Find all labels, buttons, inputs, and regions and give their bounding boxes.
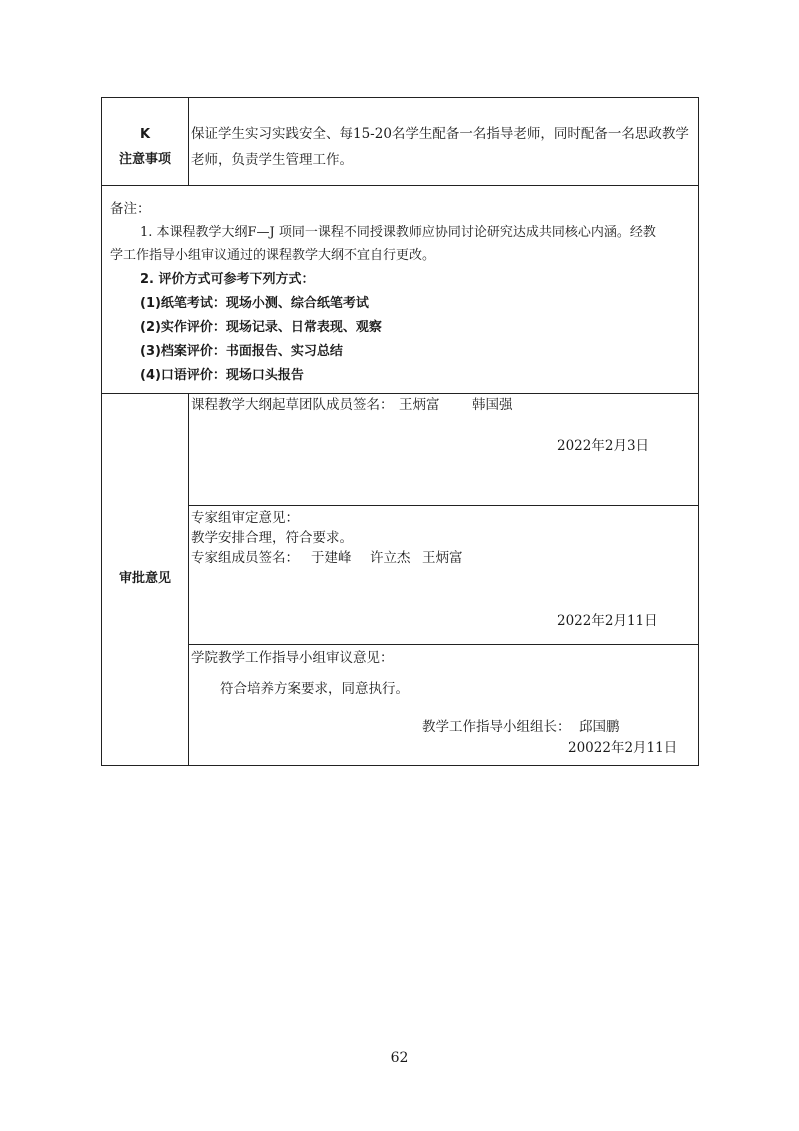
drafting-member: 韩国强 [472, 397, 513, 413]
drafting-member: 王炳富 [399, 397, 440, 413]
approval-label: 审批意见 [118, 571, 171, 586]
page-number: 62 [390, 1050, 409, 1066]
section-k-title: 注意事项 [118, 152, 171, 167]
row-divider-expert [188, 644, 698, 645]
notes-item1-line2: 学工作指导小组审议通过的课程教学大纲不宜自行更改。 [110, 248, 436, 263]
expert-member: 许立杰 [370, 550, 411, 566]
notes-item2: 2. 评价方式可参考下列方式： [140, 272, 315, 287]
expert-heading: 专家组审定意见： [191, 510, 299, 526]
college-opinion: 符合培养方案要求，同意执行。 [220, 681, 409, 697]
notes-item1-line1: 1. 本课程教学大纲F—J 项同一课程不同授课教师应协同讨论研究达成共同核心内涵。经教 [140, 225, 656, 240]
drafting-date: 2022年2月3日 [557, 438, 650, 454]
expert-member: 王炳富 [422, 550, 463, 566]
col-divider-approval [188, 393, 189, 765]
section-k-letter: K [139, 127, 151, 142]
college-leader-label: 教学工作指导小组组长： [422, 719, 571, 735]
syllabus-table [101, 97, 699, 766]
drafting-signature-label: 课程教学大纲起草团队成员签名： [191, 397, 394, 413]
row-divider-k [102, 185, 698, 186]
eval-method: (2)实作评价：现场记录、日常表现、观察 [140, 320, 382, 335]
section-k-content-line1: 保证学生实习实践安全、每15-20名学生配备一名指导老师，同时配备一名思政教学 [191, 126, 689, 142]
eval-method: (3)档案评价：书面报告、实习总结 [140, 344, 343, 359]
row-divider-drafting [188, 505, 698, 506]
section-k-content-line2: 老师，负责学生管理工作。 [191, 152, 353, 168]
expert-opinion: 教学安排合理，符合要求。 [191, 530, 353, 546]
eval-method: (4)口语评价：现场口头报告 [140, 368, 304, 383]
college-date: 20022年2月11日 [568, 740, 678, 756]
eval-method: (1)纸笔考试：现场小测、综合纸笔考试 [140, 296, 369, 311]
college-leader-name: 邱国鹏 [579, 719, 620, 735]
col-divider-k [188, 98, 189, 185]
expert-date: 2022年2月11日 [557, 613, 658, 629]
expert-member: 于建峰 [311, 550, 352, 566]
notes-heading: 备注： [110, 201, 151, 217]
college-heading: 学院教学工作指导小组审议意见： [191, 650, 394, 666]
expert-signature-label: 专家组成员签名： [191, 550, 299, 566]
